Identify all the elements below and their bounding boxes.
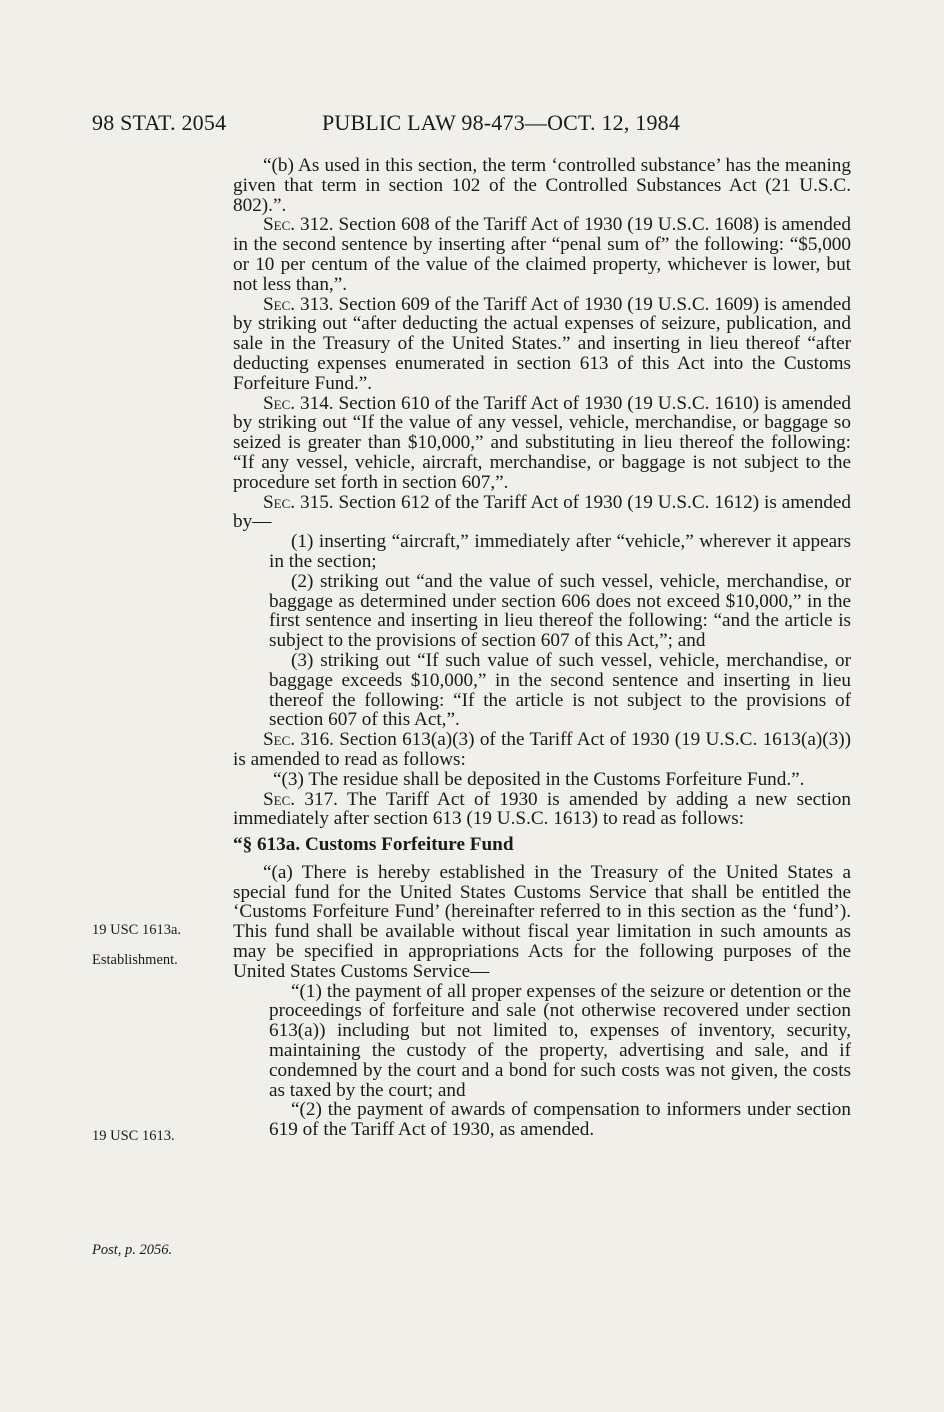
- paragraph-sec-314: [233, 394, 851, 493]
- paragraph-sec-313: [233, 295, 851, 394]
- sec-316-text: 316. Section 613(a)(3) of the Tariff Act of 1930 (19 U.S.C. 1613(a)(3)) is amended to read as follows:: [233, 729, 851, 770]
- margin-note-establishment: Establishment.: [92, 952, 178, 968]
- law-title: PUBLIC LAW 98-473—OCT. 12, 1984: [322, 110, 681, 135]
- paragraph-sec-315-item-2: (2) striking out “and the value of such vessel, vehicle, merchandise, or baggage as determined under section 606 does not exceed $10,000,” in the first sentence and inserting in lieu thereof the following: “and the article is subject to the provisions of section 607 of this Act,”; and: [269, 570, 851, 652]
- paragraph-sec-315-item-3: (3) striking out “If such value of such vessel, vehicle, merchandise, or baggage exceeds $10,000,” in the second sentence and inserting in lieu thereof the following: “If the article is not subject to the provisions of section 607 of this Act,”.: [269, 649, 851, 731]
- sec-label: Sec.: [263, 214, 296, 236]
- paragraph-sec-316: [233, 730, 851, 770]
- page-reference: 98 STAT. 2054: [92, 110, 227, 135]
- body-text: [233, 156, 851, 1140]
- section-613a-heading: “§ 613a. Customs Forfeiture Fund: [233, 834, 514, 856]
- sec-label: Sec.: [263, 293, 296, 315]
- sec-label: Sec.: [263, 491, 296, 513]
- sec-313-text: 313. Section 609 of the Tariff Act of 1930 (19 U.S.C. 1609) is amended by striking out “after deducting the actual expenses of seizure, publication, and sale in the Treasury of the United States.” and inserting in lieu thereof “after deducting expenses enumerated in section 613 of this Act into the Customs Forfeiture Fund.”.: [233, 293, 851, 394]
- sec-label: Sec.: [263, 729, 296, 751]
- paragraph-613a-a-2: “(2) the payment of awards of compensation to informers under section 619 of the Tariff Act of 1930, as amended.: [269, 1099, 851, 1141]
- paragraph-613a-a-1: “(1) the payment of all proper expenses of the seizure or detention or the proceedings of forfeiture and sale (not otherwise recovered under section 613(a)) including but not limited to, expenses of inventory, security, maintaining the custody of the property, advertising and sale, and if condemned by the court and a bond for such costs was not given, the costs as taxed by the court; and: [269, 980, 851, 1101]
- sec-312-text: 312. Section 608 of the Tariff Act of 1930 (19 U.S.C. 1608) is amended in the second sentence by inserting after “penal sum of” the following: “$5,000 or 10 per centum of the value of the claimed property, whichever is lower, but not less than,”.: [233, 214, 851, 295]
- margin-note-post: Post, p. 2056.: [92, 1242, 173, 1258]
- paragraph-b-controlled-substance: “(b) As used in this section, the term ‘controlled substance’ has the meaning given that term in section 102 of the Controlled Substances Act (21 U.S.C. 802).”.: [233, 155, 851, 216]
- paragraph-sec-315-item-1: (1) inserting “aircraft,” immediately after “vehicle,” wherever it appears in the section;: [269, 531, 851, 572]
- margin-note-usc-1613a: 19 USC 1613a.: [92, 922, 182, 938]
- sec-317-text: 317. The Tariff Act of 1930 is amended by adding a new section immediately after section 613 (19 U.S.C. 1613) to read as follows:: [233, 788, 851, 830]
- paragraph-sec-312: [233, 215, 851, 294]
- sec-label: Sec.: [263, 392, 296, 414]
- paragraph-sec-317: [233, 790, 851, 830]
- sec-315-text: 315. Section 612 of the Tariff Act of 1930 (19 U.S.C. 1612) is amended by—: [233, 491, 851, 533]
- sec-314-text: 314. Section 610 of the Tariff Act of 1930 (19 U.S.C. 1610) is amended by striking out “If the value of any vessel, vehicle, merchandise, or baggage so seized is greater than $10,000,” and substituting in lieu thereof the following: “If any vessel, vehicle, aircraft, merchandise, or baggage is not subject to the procedure set forth in section 607,”.: [233, 392, 851, 493]
- paragraph-sec-315: [233, 493, 851, 533]
- sec-label: Sec.: [263, 788, 296, 810]
- paragraph-613a-a: “(a) There is hereby established in the Treasury of the United States a special fund for the United States Customs Service that shall be entitled the ‘Customs Forfeiture Fund’ (hereinafter referred to in this section as the ‘fund’). This fund shall be available without fiscal year limitation in such amounts as may be specified in appropriations Acts for the following purposes of the United States Customs Service—: [233, 861, 851, 982]
- margin-note-usc-1613: 19 USC 1613.: [92, 1128, 175, 1144]
- paragraph-sec-316-quote: “(3) The residue shall be deposited in the Customs Forfeiture Fund.”.: [273, 768, 805, 790]
